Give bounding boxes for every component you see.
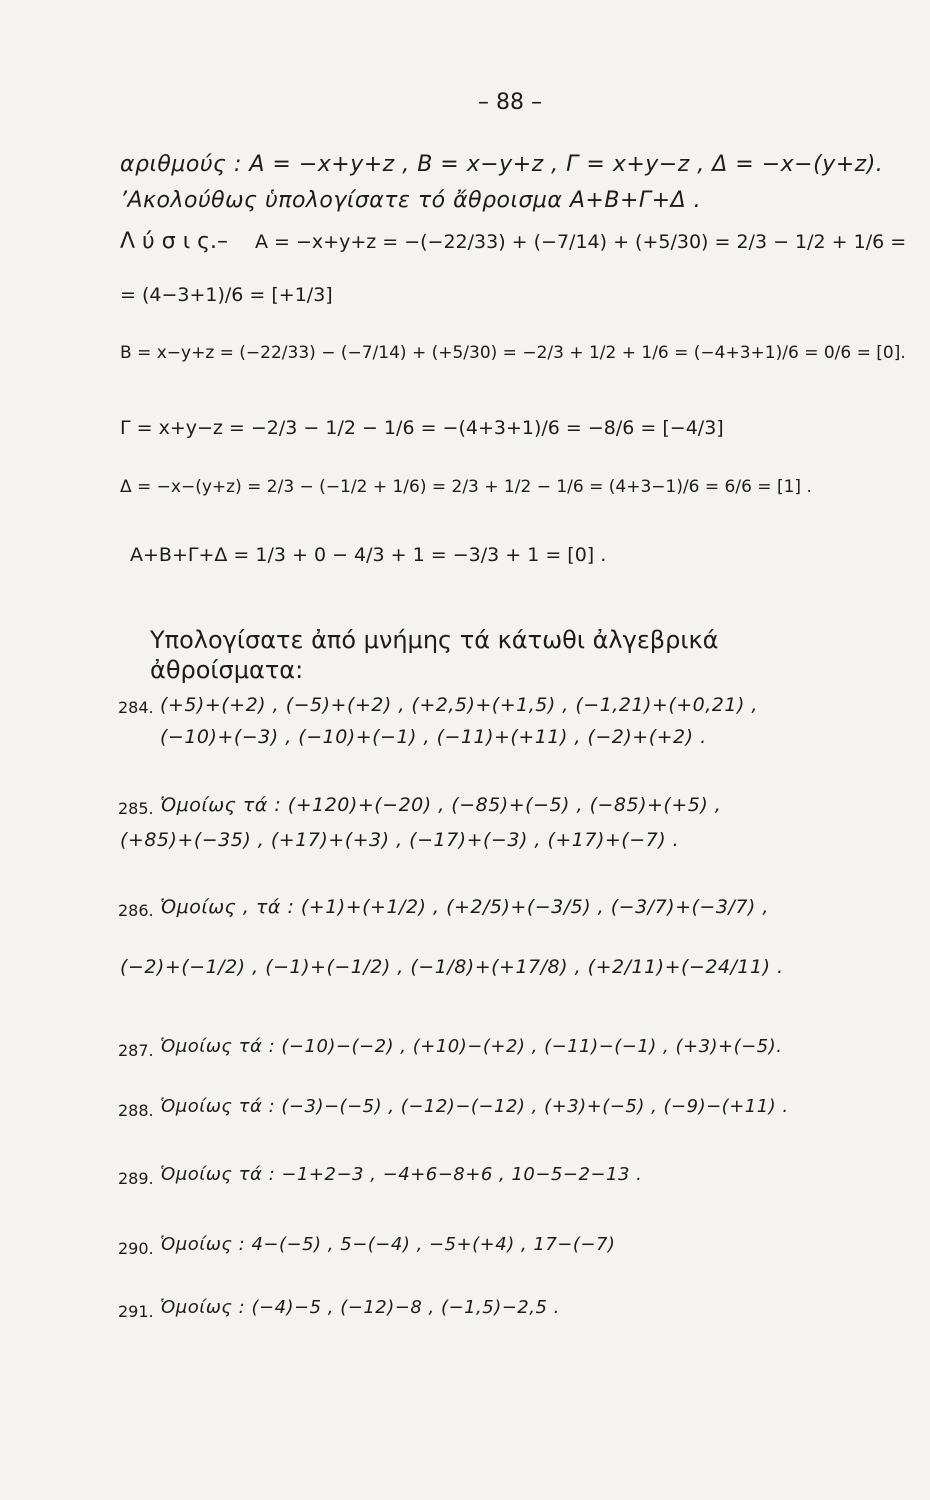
exercise-number-284: 284. bbox=[118, 698, 154, 717]
solution-Gamma: Γ = x+y−z = −2/3 − 1/2 − 1/6 = −(4+3+1)/6 = −8/6 = [−4/3] bbox=[120, 417, 724, 439]
solution-A-continued: = (4−3+1)/6 = [+1/3] bbox=[120, 284, 333, 306]
solution-B: B = x−y+z = (−22/33) − (−7/14) + (+5/30) = −2/3 + 1/2 + 1/6 = (−4+3+1)/6 = 0/6 = [0]. bbox=[120, 343, 906, 363]
exercise-291-line-1: Ὁμοίως : (−4)−5 , (−12)−8 , (−1,5)−2,5 . bbox=[160, 1297, 560, 1318]
exercise-284-line-2: (−10)+(−3) , (−10)+(−1) , (−11)+(+11) , (−2)+(+2) . bbox=[160, 726, 707, 748]
exercise-286-line-1: Ὁμοίως , τά : (+1)+(+1/2) , (+2/5)+(−3/5) , (−3/7)+(−3/7) , bbox=[160, 896, 769, 918]
exercise-number-291: 291. bbox=[118, 1302, 154, 1321]
exercise-289-line-1: Ὁμοίως τά : −1+2−3 , −4+6−8+6 , 10−5−2−13 . bbox=[160, 1164, 643, 1185]
page-number: – 88 – bbox=[478, 90, 542, 115]
intro-line-1: αριθμούς : A = −x+y+z , B = x−y+z , Γ = x+y−z , Δ = −x−(y+z). bbox=[120, 152, 884, 177]
exercise-number-285: 285. bbox=[118, 799, 154, 818]
exercise-number-288: 288. bbox=[118, 1101, 154, 1120]
solution-A: A = −x+y+z = −(−22/33) + (−7/14) + (+5/30) = 2/3 − 1/2 + 1/6 = bbox=[255, 231, 907, 253]
exercise-number-290: 290. bbox=[118, 1239, 154, 1258]
exercise-number-286: 286. bbox=[118, 901, 154, 920]
solution-Delta: Δ = −x−(y+z) = 2/3 − (−1/2 + 1/6) = 2/3 + 1/2 − 1/6 = (4+3−1)/6 = 6/6 = [1] . bbox=[120, 477, 812, 497]
exercise-number-287: 287. bbox=[118, 1041, 154, 1060]
heading-line-2: ἀθροίσματα: bbox=[150, 656, 304, 684]
exercise-286-line-2: (−2)+(−1/2) , (−1)+(−1/2) , (−1/8)+(+17/8) , (+2/11)+(−24/11) . bbox=[120, 956, 784, 978]
exercise-285-line-2: (+85)+(−35) , (+17)+(+3) , (−17)+(−3) , (+17)+(−7) . bbox=[120, 829, 680, 851]
heading-line-1: Υπολογίσατε ἀπό μνήμης τά κάτωθι ἀλγεβρικά bbox=[150, 626, 719, 654]
exercise-287-line-1: Ὁμοίως τά : (−10)−(−2) , (+10)−(+2) , (−11)−(−1) , (+3)+(−5). bbox=[160, 1036, 783, 1057]
intro-line-2: ’Ακολούθως ὑπολογίσατε τό ἄθροισμα A+B+Γ+Δ . bbox=[120, 188, 702, 213]
exercise-288-line-1: Ὁμοίως τά : (−3)−(−5) , (−12)−(−12) , (+3)+(−5) , (−9)−(+11) . bbox=[160, 1096, 789, 1117]
solution-sum: A+B+Γ+Δ = 1/3 + 0 − 4/3 + 1 = −3/3 + 1 = [0] . bbox=[130, 544, 607, 566]
exercise-number-289: 289. bbox=[118, 1169, 154, 1188]
exercise-284-line-1: (+5)+(+2) , (−5)+(+2) , (+2,5)+(+1,5) , (−1,21)+(+0,21) , bbox=[160, 694, 758, 716]
exercise-290-line-1: Ὁμοίως : 4−(−5) , 5−(−4) , −5+(+4) , 17−(−7) bbox=[160, 1234, 616, 1255]
exercise-285-line-1: Ὁμοίως τά : (+120)+(−20) , (−85)+(−5) , (−85)+(+5) , bbox=[160, 794, 722, 816]
solution-label: Λ ύ σ ι ς.– bbox=[120, 229, 229, 254]
